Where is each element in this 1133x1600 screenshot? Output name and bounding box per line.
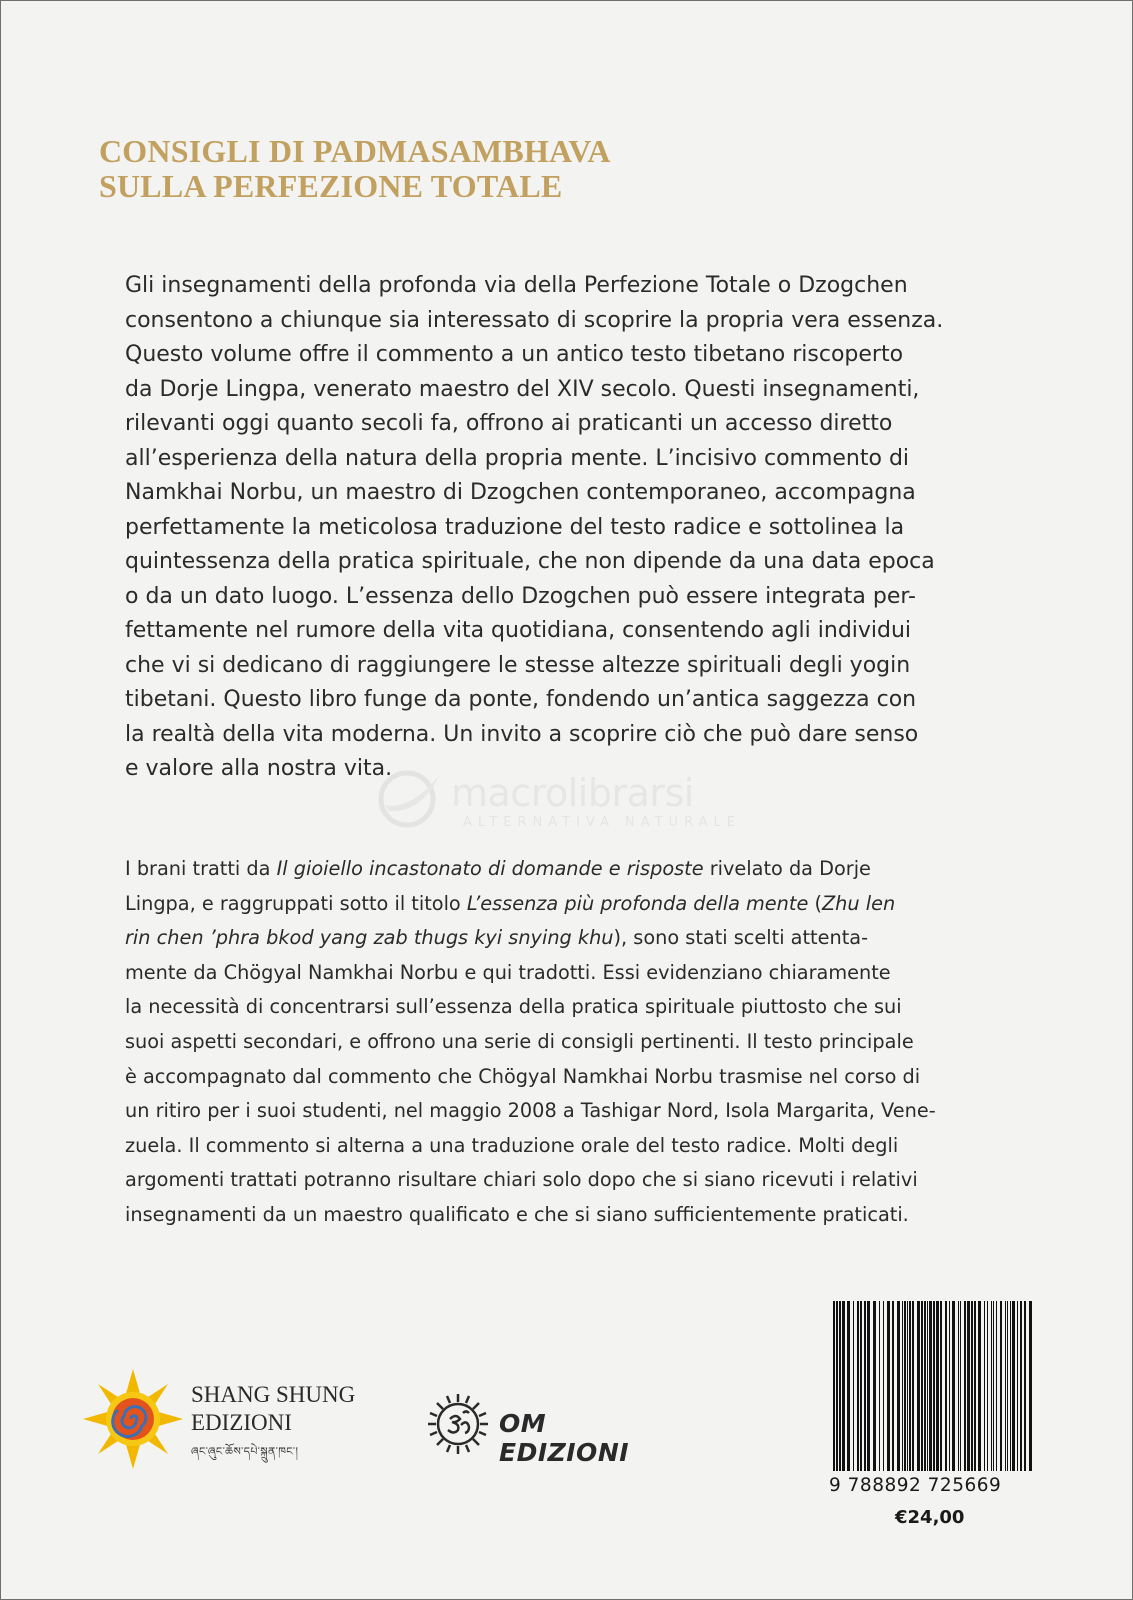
book-title-line-2: SULLA PERFEZIONE TOTALE [99, 168, 563, 204]
barcode-bar [904, 1301, 906, 1471]
barcode-bar [971, 1301, 973, 1471]
barcode-bar [887, 1301, 890, 1471]
barcode-bar [912, 1301, 914, 1471]
barcode-bar [1017, 1301, 1018, 1471]
text-line: insegnamenti da un maestro qualificato e che si siano sufficientemente praticati. [125, 1202, 909, 1226]
barcode-bar [987, 1301, 988, 1471]
text-line: un ritiro per i suoi studenti, nel maggio 2008 a Tashigar Nord, Isola Margarita, Vene- [125, 1099, 936, 1123]
barcode-bar [945, 1301, 947, 1471]
description-paragraph-1 [125, 269, 1051, 787]
barcode-bar [974, 1301, 976, 1471]
text-line: suoi aspetti secondari, e offrono una serie di consigli pertinenti. Il testo principale [125, 1029, 914, 1053]
text-line: zuela. Il commento si alterna a una traduzione orale del testo radice. Molti degli [125, 1133, 899, 1157]
barcode-bar [1029, 1301, 1032, 1471]
barcode-bar [892, 1301, 894, 1471]
text-line: fettamente nel rumore della vita quotidiana, consentendo agli individui [125, 618, 912, 643]
leaf-circle-icon [371, 769, 447, 829]
text-line: consentono a chiunque sia interessato di scoprire la propria vera essenza. [125, 307, 944, 333]
barcode-bar [1020, 1301, 1022, 1471]
barcode-bar [991, 1301, 992, 1471]
barcode-bar [949, 1301, 950, 1471]
barcode-bar [897, 1301, 900, 1471]
barcode-bar [860, 1301, 862, 1471]
om-sun-icon [425, 1391, 491, 1457]
barcode-bar [1000, 1301, 1002, 1471]
text-line: rilevanti oggi quanto secoli fa, offrono ai praticanti un accesso diretto [125, 411, 893, 436]
text-line: I brani tratti da Il gioiello incastonato di domande e risposte rivelato da Dorje [125, 857, 871, 880]
book-title-line-1: CONSIGLI DI PADMASAMBHAVA [99, 133, 611, 169]
barcode-bar [917, 1301, 920, 1471]
barcode-bar [958, 1301, 959, 1471]
barcode-bar [952, 1301, 955, 1471]
text-line: e valore alla nostra vita. [125, 756, 393, 781]
publisher-name: SHANG SHUNG EDIZIONI [191, 1382, 356, 1435]
text-line: tibetani. Questo libro funge da ponte, fondendo un’antica saggezza con [125, 687, 917, 712]
text-line: da Dorje Lingpa, venerato maestro del XIV secolo. Questi insegnamenti, [125, 376, 920, 402]
barcode-bar [909, 1301, 911, 1471]
text-line: all’esperienza della natura della propria mente. L’incisivo commento di [125, 445, 910, 471]
isbn-digits: 9 788892 725669 [829, 1475, 1002, 1496]
barcode-bar [836, 1301, 838, 1471]
barcode-bar [902, 1301, 903, 1471]
barcode-bar [867, 1301, 870, 1471]
text-line: argomenti trattati potranno risultare chiari solo dopo che si siano ricevuti i relativi [125, 1168, 918, 1192]
om-edizioni-logo [425, 1391, 665, 1467]
barcode-bar [839, 1301, 841, 1471]
macrolibrarsi-watermark [371, 769, 771, 839]
text-line: Namkhai Norbu, un maestro di Dzogchen contemporaneo, accompagna [125, 480, 916, 505]
barcode-bar [833, 1301, 835, 1471]
barcode-bar [984, 1301, 985, 1471]
barcode-bar [960, 1301, 961, 1471]
barcode-bar [936, 1301, 939, 1471]
barcode-bar [847, 1301, 850, 1471]
text-line: Questo volume offre il commento a un antico testo tibetano riscoperto [125, 342, 904, 367]
barcode-bar [879, 1301, 880, 1471]
barcode-bar [993, 1301, 994, 1471]
text-line: Gli insegnamenti della profonda via della Perfezione Totale o Dzogchen [125, 273, 908, 298]
barcode-bar [929, 1301, 932, 1471]
text-line: perfettamente la meticolosa traduzione del testo radice e sottolinea la [125, 514, 905, 540]
text-line: è accompagnato dal commento che Chögyal Namkhai Norbu trasmise nel corso di [125, 1064, 921, 1088]
text-line: Lingpa, e raggruppati sotto il titolo L’essenza più profonda della mente (Zhu len [125, 891, 896, 915]
barcode-bar [857, 1301, 859, 1471]
barcode-bar [853, 1301, 854, 1471]
barcode-bar [1007, 1301, 1008, 1471]
barcode-bar [964, 1301, 966, 1471]
watermark-tagline: ALTERNATIVA NATURALE [463, 815, 741, 830]
barcode-bar [933, 1301, 935, 1471]
text-line: quintessenza della pratica spirituale, che non dipende da una data epoca [125, 549, 935, 574]
barcode-bar [967, 1301, 970, 1471]
barcode-bars [827, 1299, 1039, 1473]
barcode-bar [873, 1301, 876, 1471]
book-title [99, 134, 611, 204]
text-line: rin chen ’phra bkod yang zab thugs kyi snying khu), sono stati scelti attenta- [125, 926, 869, 950]
barcode-bar [978, 1301, 981, 1471]
barcode-bar [864, 1301, 866, 1471]
text-line: o da un dato luogo. L’essenza dello Dzogchen può essere integrata per- [125, 583, 916, 609]
barcode-bar [1024, 1301, 1026, 1471]
shang-shung-edizioni-logo [81, 1367, 401, 1487]
text-line: che vi si dedicano di raggiungere le stesse altezze spirituali degli yogin [125, 652, 911, 678]
barcode-bar [1005, 1301, 1006, 1471]
watermark-name: macrolibrarsi [451, 771, 694, 815]
barcode-bar [1012, 1301, 1015, 1471]
barcode-bar [921, 1301, 923, 1471]
barcode-bar [842, 1301, 845, 1471]
barcode-bar [996, 1301, 997, 1471]
barcode-bar [927, 1301, 928, 1471]
description-paragraph-2 [125, 852, 1051, 1233]
text-line: la necessità di concentrarsi sull’essenza della pratica spirituale piuttosto che sui [125, 995, 902, 1019]
barcode-bar [940, 1301, 942, 1471]
price-label: €24,00 [895, 1507, 965, 1528]
sun-spiral-icon [81, 1367, 185, 1471]
barcode-bar [883, 1301, 884, 1471]
isbn-barcode [827, 1299, 1039, 1473]
barcode-bar [907, 1301, 908, 1471]
barcode-bar [924, 1301, 926, 1471]
barcode-bar [1010, 1301, 1011, 1471]
publisher-tibetan-script: ཞང་ཞུང་ཆོས་དཔེ་སྐྲུན་ཁང་། [191, 1445, 299, 1458]
om-edizioni-name: OM EDIZIONI [499, 1409, 630, 1467]
text-line: la realtà della vita moderna. Un invito a scoprire ciò che può dare senso [125, 721, 919, 747]
text-line: mente da Chögyal Namkhai Norbu e qui tradotti. Essi evidenziano chiaramente [125, 960, 891, 984]
